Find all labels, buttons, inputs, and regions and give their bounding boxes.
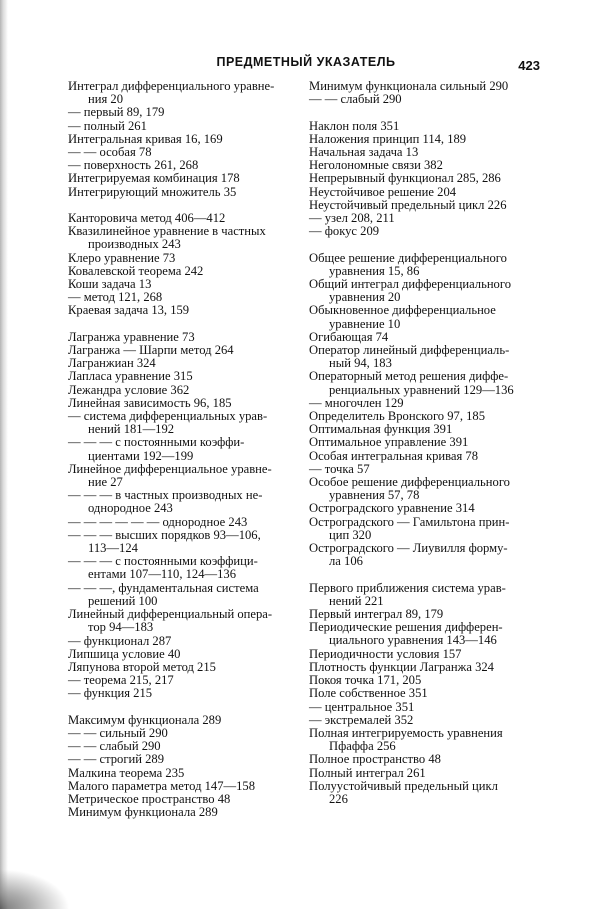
index-entry-text: Липшица условие 40 — [68, 646, 181, 661]
index-entry-text: — — слабый 290 — [68, 739, 161, 754]
index-entry-text: Оптимальное управление 391 — [309, 435, 469, 450]
index-entry-text: Обыкновенное дифференциальное — [309, 303, 496, 318]
index-entry-text: Наложения принцип 114, 189 — [309, 131, 467, 146]
index-entry-text: Лагранжа уравнение 73 — [68, 329, 195, 344]
index-column-left — [68, 80, 296, 819]
page-title: ПРЕДМЕТНЫЙ УКАЗАТЕЛЬ — [216, 55, 396, 69]
index-entry-continuation: цип 320 — [329, 527, 372, 542]
index-entry-text: Минимум функционала сильный 290 — [309, 79, 509, 93]
index-entry-text: Полное пространство 48 — [309, 752, 441, 767]
index-entry-text: Интеграл дифференциального уравне- — [68, 79, 275, 93]
index-entry-continuation: ния 20 — [88, 92, 124, 107]
index-entry — [68, 608, 296, 634]
index-entry-text: Линейный дифференциальный опера- — [68, 607, 273, 622]
index-entry-continuation: тор 94—183 — [88, 620, 154, 635]
index-entry-text: Краевая задача 13, 159 — [68, 303, 190, 318]
index-entry — [309, 516, 537, 542]
index-entry — [68, 225, 296, 251]
index-entry-text: Ковалевской теорема 242 — [68, 263, 204, 278]
index-entry — [68, 80, 296, 106]
index-entry — [309, 344, 537, 370]
index-entry — [68, 410, 296, 436]
index-entry — [68, 186, 296, 199]
index-entry-text: Квазилинейное уравнение в частных — [68, 224, 266, 239]
index-column-right — [309, 80, 537, 806]
index-entry-text: Общий интеграл дифференциального — [309, 277, 511, 292]
index-entry-text: Наклон поля 351 — [309, 118, 400, 133]
index-entry-text: Лагранжа — Шарпи метод 264 — [68, 343, 234, 358]
index-entry-continuation: 113—124 — [88, 541, 138, 556]
index-entry-text: — — особая 78 — [68, 145, 152, 160]
index-entry-continuation: циального уравнения 143—146 — [329, 633, 497, 648]
index-entry-text: Операторный метод решения диффе- — [309, 369, 509, 384]
index-entry-text: Первый интеграл 89, 179 — [309, 607, 444, 622]
index-entry-continuation: циентами 192—199 — [88, 448, 194, 463]
index-entry-text: Линейная зависимость 96, 185 — [68, 395, 232, 410]
index-entry — [68, 529, 296, 555]
index-entry-text: Начальная задача 13 — [309, 145, 419, 159]
index-entry-text: Малого параметра метод 147—158 — [68, 778, 256, 793]
index-entry-continuation: решений 100 — [88, 593, 158, 608]
index-entry — [68, 463, 296, 489]
index-entry-continuation: нений 181—192 — [88, 422, 175, 437]
index-entry-text: — точка 57 — [309, 461, 370, 476]
index-entry-continuation: 226 — [329, 791, 348, 806]
index-entry-text: Плотность функции Лагранжа 324 — [309, 659, 494, 674]
index-entry-text: Особое решение дифференциального — [309, 475, 510, 490]
index-entry — [68, 806, 296, 819]
index-entry-text: Поле собственное 351 — [309, 686, 428, 701]
index-entry-text: Интегральная кривая 16, 169 — [68, 131, 223, 146]
index-entry-text: Линейное дифференциальное уравне- — [68, 461, 272, 476]
index-entry-text: Остроградского — Лиувилля форму- — [309, 541, 508, 556]
index-entry-text: Канторовича метод 406—412 — [68, 211, 226, 226]
index-entry-text: — — — в частных производных не- — [68, 488, 263, 503]
index-entry-text: Периодические решения дифферен- — [309, 620, 503, 635]
index-entry-text: — система дифференциальных урав- — [68, 409, 268, 424]
index-entry-text: Максимум функционала 289 — [68, 712, 222, 727]
index-entry-text: Лагранжиан 324 — [68, 356, 156, 371]
index-entry-continuation: уравнения 20 — [329, 290, 401, 305]
index-entry — [309, 542, 537, 568]
index-entry — [309, 780, 537, 806]
scan-shadow — [0, 0, 8, 909]
index-entry-text: Оптимальная функция 391 — [309, 422, 453, 437]
index-entry — [309, 476, 537, 502]
index-entry-text: Огибающая 74 — [309, 329, 389, 344]
index-entry-text: — метод 121, 268 — [68, 290, 163, 305]
index-entry — [309, 304, 537, 330]
index-entry-text: Определитель Вронского 97, 185 — [309, 409, 486, 424]
index-entry-text: Ляпунова второй метод 215 — [68, 659, 216, 674]
index-entry-continuation: однородное 243 — [88, 501, 173, 516]
index-entry-text: — — — с постоянными коэффи- — [68, 435, 245, 450]
index-entry-text: Остроградского — Гамильтона прин- — [309, 514, 510, 529]
index-entry-text: — первый 89, 179 — [68, 105, 165, 120]
index-entry — [309, 93, 537, 106]
index-entry-text: — многочлен 129 — [309, 395, 404, 410]
index-entry — [309, 278, 537, 304]
index-entry-continuation: уравнения 15, 86 — [329, 263, 420, 278]
index-entry-text: — — сильный 290 — [68, 725, 168, 740]
index-entry-text: Полная интегрируемость уравнения — [309, 725, 503, 740]
index-entry-text: Остроградского уравнение 314 — [309, 501, 475, 516]
page-number: 423 — [518, 58, 540, 73]
index-entry — [68, 582, 296, 608]
index-entry — [309, 621, 537, 647]
index-entry-text: Неустойчивый предельный цикл 226 — [309, 197, 507, 212]
index-entry-text: Непрерывный функционал 285, 286 — [309, 171, 501, 186]
index-entry-text: Клеро уравнение 73 — [68, 250, 176, 265]
index-entry-text: — — —, фундаментальная система — [68, 580, 259, 595]
scan-smudge — [0, 869, 70, 909]
index-entry-text: Неголономные связи 382 — [309, 158, 443, 173]
index-entry — [309, 252, 537, 278]
index-entry-text: Лежандра условие 362 — [68, 382, 190, 397]
index-entry-text: Общее решение дифференциального — [309, 250, 507, 265]
index-entry — [68, 304, 296, 317]
index-entry-text: Минимум функционала 289 — [68, 805, 218, 820]
index-entry-continuation: уравнения 57, 78 — [329, 488, 420, 503]
index-entry-text: Коши задача 13 — [68, 277, 152, 292]
index-entry-text: — теорема 215, 217 — [68, 673, 174, 688]
index-entry-text: — фокус 209 — [309, 224, 380, 239]
index-entry-continuation: ентами 107—110, 124—136 — [88, 567, 237, 582]
index-entry-text: Малкина теорема 235 — [68, 765, 185, 780]
index-entry-text: — — строгий 289 — [68, 752, 165, 767]
index-entry-continuation: ный 94, 183 — [329, 356, 392, 371]
index-entry-text: Интегрирующий множитель 35 — [68, 184, 237, 199]
index-entry-text: — узел 208, 211 — [309, 211, 395, 226]
index-entry-text: Лапласа уравнение 315 — [68, 369, 193, 384]
index-entry-text: Интегрируемая комбинация 178 — [68, 171, 240, 186]
index-entry-continuation: ренциальных уравнений 129—136 — [329, 382, 514, 397]
index-entry — [309, 582, 537, 608]
index-entry — [309, 225, 537, 238]
index-entry — [68, 489, 296, 515]
index-entry-text: — функционал 287 — [68, 633, 172, 648]
index-entry-text: Неустойчивое решение 204 — [309, 184, 457, 199]
index-entry-continuation: уравнение 10 — [329, 316, 401, 331]
index-entry-continuation: ние 27 — [88, 475, 123, 490]
index-entry-text: Покоя точка 171, 205 — [309, 673, 422, 688]
index-entry-text: Полный интеграл 261 — [309, 765, 426, 780]
index-entry-text: — центральное 351 — [309, 699, 415, 714]
index-entry-text: — — — высших порядков 93—106, — [68, 527, 261, 542]
index-entry-continuation: производных 243 — [88, 237, 181, 252]
index-entry-text: — — — с постоянными коэффици- — [68, 554, 258, 569]
index-entry-continuation: ла 106 — [329, 554, 363, 569]
index-entry-continuation: нений 221 — [329, 593, 384, 608]
index-entry — [68, 687, 296, 700]
index-entry-text: Оператор линейный дифференциаль- — [309, 343, 510, 358]
index-entry-text: Периодичности условия 157 — [309, 646, 462, 661]
index-entry-text: — экстремалей 352 — [309, 712, 414, 727]
index-entry — [309, 370, 537, 396]
index-entry-text: — — — — — — однородное 243 — [68, 514, 248, 529]
index-entry-text: — — слабый 290 — [309, 92, 402, 107]
index-entry-text: Метрическое пространство 48 — [68, 791, 231, 806]
index-entry-continuation: Пфаффа 256 — [329, 739, 396, 754]
index-entry-text: — функция 215 — [68, 686, 153, 701]
index-entry-text: Полуустойчивый предельный цикл — [309, 778, 498, 793]
index-entry-text: Первого приближения система урав- — [309, 580, 506, 595]
index-entry-text: — поверхность 261, 268 — [68, 158, 199, 173]
index-entry-text: — полный 261 — [68, 118, 147, 133]
index-entry — [68, 555, 296, 581]
index-entry — [68, 436, 296, 462]
index-entry — [309, 727, 537, 753]
index-entry-text: Особая интегральная кривая 78 — [309, 448, 479, 463]
